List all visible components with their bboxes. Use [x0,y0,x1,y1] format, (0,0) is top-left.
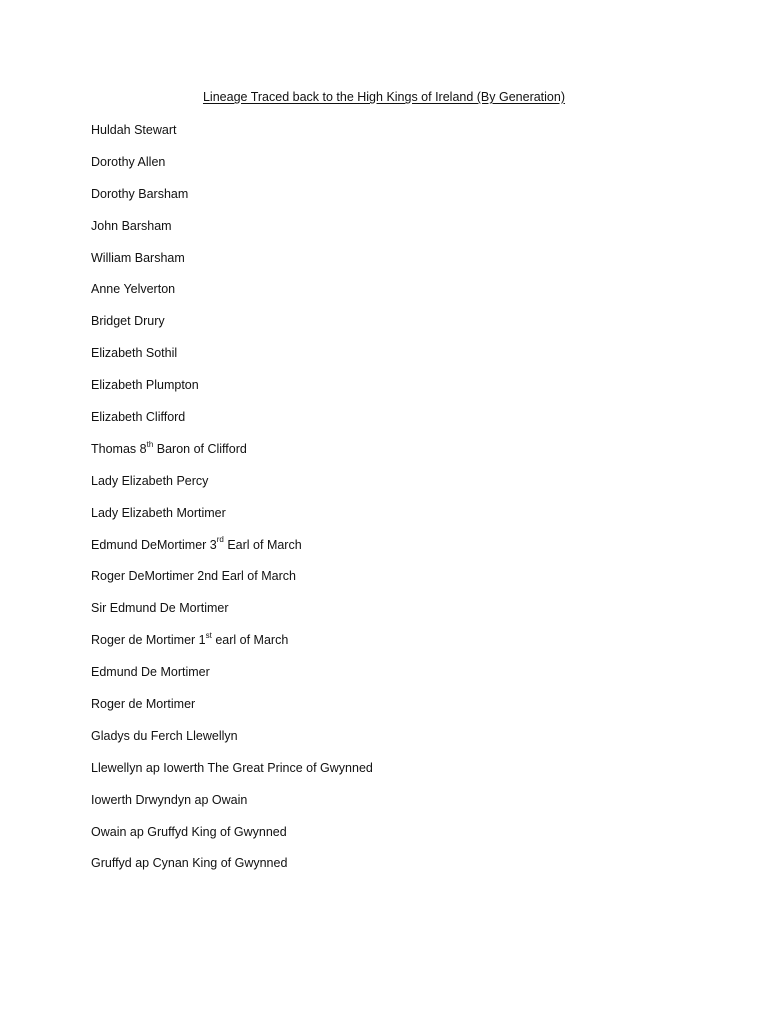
generation-entry: Elizabeth Plumpton [91,378,199,393]
generation-entry: Roger de Mortimer [91,697,196,712]
generation-entry: Iowerth Drwyndyn ap Owain [91,792,248,807]
generation-entry: Anne Yelverton [91,282,176,297]
generation-entry: Elizabeth Sothil [91,346,178,361]
generation-entry: Lady Elizabeth Percy [91,473,209,488]
generation-entry: Elizabeth Clifford [91,410,186,425]
generation-entry: Roger de Mortimer 1st earl of March [91,631,289,648]
generation-entry: Huldah Stewart [91,123,177,137]
generation-entry: John Barsham [91,218,172,233]
generation-entry: William Barsham [91,250,185,265]
generation-entry: Gladys du Ferch Llewellyn [91,728,238,743]
generation-entry: Bridget Drury [91,314,165,329]
document-title: Lineage Traced back to the High Kings of Ireland (By Generation) [202,90,566,104]
generation-entry: Sir Edmund De Mortimer [91,601,229,616]
generation-entry: Dorothy Allen [91,154,166,169]
generation-entry: Lady Elizabeth Mortimer [91,505,226,520]
lineage-list [91,121,373,886]
ordinal-suffix: th [146,439,154,449]
generation-entry: Dorothy Barsham [91,186,189,201]
generation-entry: Edmund DeMortimer 3rd Earl of March [91,535,302,552]
generation-entry: Gruffyd ap Cynan King of Gwynned [91,856,288,871]
generation-entry: Thomas 8th Baron of Clifford [91,439,247,456]
generation-entry: Llewellyn ap Iowerth The Great Prince of Gwynned [91,760,373,775]
generation-entry: Owain ap Gruffyd King of Gwynned [91,824,287,839]
generation-entry: Edmund De Mortimer [91,665,210,680]
generation-entry: Roger DeMortimer 2nd Earl of March [91,569,296,584]
ordinal-suffix: st [205,631,212,641]
ordinal-suffix: rd [216,535,224,545]
